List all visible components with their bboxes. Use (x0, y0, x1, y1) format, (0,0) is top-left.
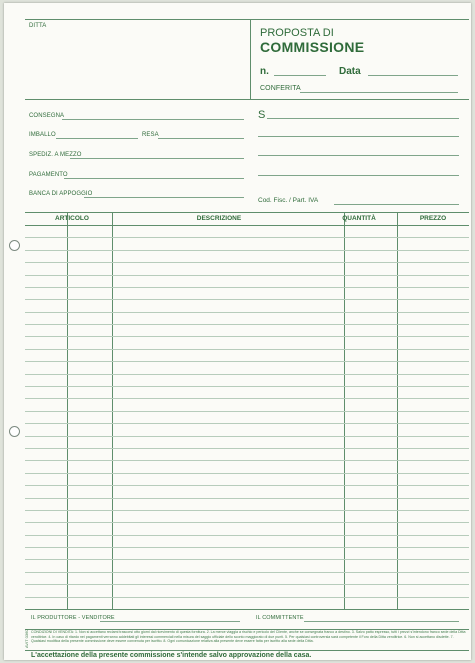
banca-field[interactable] (84, 197, 244, 198)
resa-label: RESA (142, 132, 159, 138)
conditions-bottom-border (25, 650, 469, 651)
table-row[interactable] (25, 336, 469, 337)
table-row[interactable] (25, 386, 469, 387)
table-row[interactable] (25, 312, 469, 313)
table-row[interactable] (25, 460, 469, 461)
table-row[interactable] (25, 423, 469, 424)
table-row[interactable] (25, 287, 469, 288)
table-row[interactable] (25, 411, 469, 412)
table-row[interactable] (25, 535, 469, 536)
pagamento-field[interactable] (64, 178, 244, 179)
s-label: S (258, 109, 266, 121)
ditta-label: DITTA (29, 23, 47, 29)
table-row[interactable] (25, 275, 469, 276)
number-field[interactable] (274, 75, 326, 76)
signature-seller-field[interactable] (100, 621, 240, 622)
title-line-2: COMMISSIONE (260, 39, 365, 55)
date-label: Data (339, 66, 361, 77)
confirmed-field[interactable] (300, 92, 458, 93)
number-label: n. (260, 66, 269, 77)
order-form-sheet (4, 3, 471, 660)
table-row[interactable] (25, 485, 469, 486)
imballo-label: IMBALLO (29, 132, 56, 138)
spediz-label: SPEDIZ. A MEZZO (29, 152, 82, 158)
conditions-code: AVIT 0360 (24, 629, 29, 648)
table-row[interactable] (25, 510, 469, 511)
conditions-text: CONDIZIONI DI VENDITA: 1. Non si accettano reclami trascorsi otto giorni dal ricevimento di questa fornitura. 2. La merce viaggia a rischio e pericolo del Cliente, anche se consegnata franco a destino. 3. Salvo patto espresso, tutti i prezzi s'intendono franco sede della Ditta venditrice. 4. In caso di ritardo nei pagamenti verranno addebitati gli interessi commerciali nella misura del saggio ufficiale dello sconto maggiorato di due punti. 5. Per qualsiasi controversia sarà competente il Foro della Ditta venditrice. 6. Non si accettano disdette. 7. Qualsiasi modifica della presente commissione deve essere convenuta per iscritto. 8. Ogni comunicazione relativa alla presente deve essere fatta per iscritto alla sede della Ditta. (31, 630, 466, 644)
spediz-field[interactable] (70, 158, 244, 159)
pagamento-label: PAGAMENTO (29, 172, 68, 178)
table-row[interactable] (25, 398, 469, 399)
confirmed-label: CONFERITA (260, 85, 301, 92)
table-row[interactable] (25, 349, 469, 350)
customer-line-2[interactable] (258, 136, 459, 137)
table-row[interactable] (25, 572, 469, 573)
col-header-prezzo: PREZZO (419, 215, 447, 222)
table-row[interactable] (25, 522, 469, 523)
table-row[interactable] (25, 250, 469, 251)
punch-hole-bottom (9, 426, 20, 437)
table-row[interactable] (25, 374, 469, 375)
header-top-border (25, 19, 469, 20)
signature-customer-label: IL COMMITTENTE (256, 615, 304, 621)
consegna-label: CONSEGNA (29, 113, 65, 119)
signature-seller-label: IL PRODUTTORE - VENDITORE (31, 615, 115, 621)
table-row[interactable] (25, 597, 469, 598)
resa-field[interactable] (158, 138, 244, 139)
header-bottom-border (25, 99, 469, 100)
punch-hole-top (9, 240, 20, 251)
table-row[interactable] (25, 547, 469, 548)
table-row[interactable] (25, 237, 469, 238)
footer-note: L'accettazione della presente commissione s'intende salvo approvazione della casa. (31, 652, 312, 659)
header-divider (250, 19, 251, 99)
table-row[interactable] (25, 324, 469, 325)
table-row[interactable] (25, 299, 469, 300)
signature-customer-field[interactable] (304, 621, 459, 622)
customer-line-4[interactable] (258, 175, 459, 176)
table-row[interactable] (25, 584, 469, 585)
consegna-field[interactable] (62, 119, 244, 120)
table-row[interactable] (25, 448, 469, 449)
customer-line-1[interactable] (267, 118, 459, 119)
table-bottom-border (25, 609, 469, 610)
col-header-quantita: QUANTITÀ (342, 215, 376, 222)
table-row[interactable] (25, 361, 469, 362)
title-line-1: PROPOSTA DI (260, 27, 334, 39)
table-row[interactable] (25, 262, 469, 263)
table-row[interactable] (25, 559, 469, 560)
table-row[interactable] (25, 498, 469, 499)
banca-label: BANCA DI APPOGGIO (29, 191, 93, 197)
table-header-bottom (25, 225, 469, 226)
table-top-border (25, 212, 469, 213)
customer-line-3[interactable] (258, 155, 459, 156)
imballo-field[interactable] (56, 138, 138, 139)
date-field[interactable] (368, 75, 458, 76)
codfisc-label: Cod. Fisc. / Part. IVA (258, 197, 319, 204)
table-row[interactable] (25, 473, 469, 474)
col-header-descrizione: DESCRIZIONE (196, 215, 242, 222)
codfisc-field[interactable] (334, 204, 459, 205)
table-row[interactable] (25, 436, 469, 437)
col-header-articolo: ARTICOLO (55, 215, 89, 222)
